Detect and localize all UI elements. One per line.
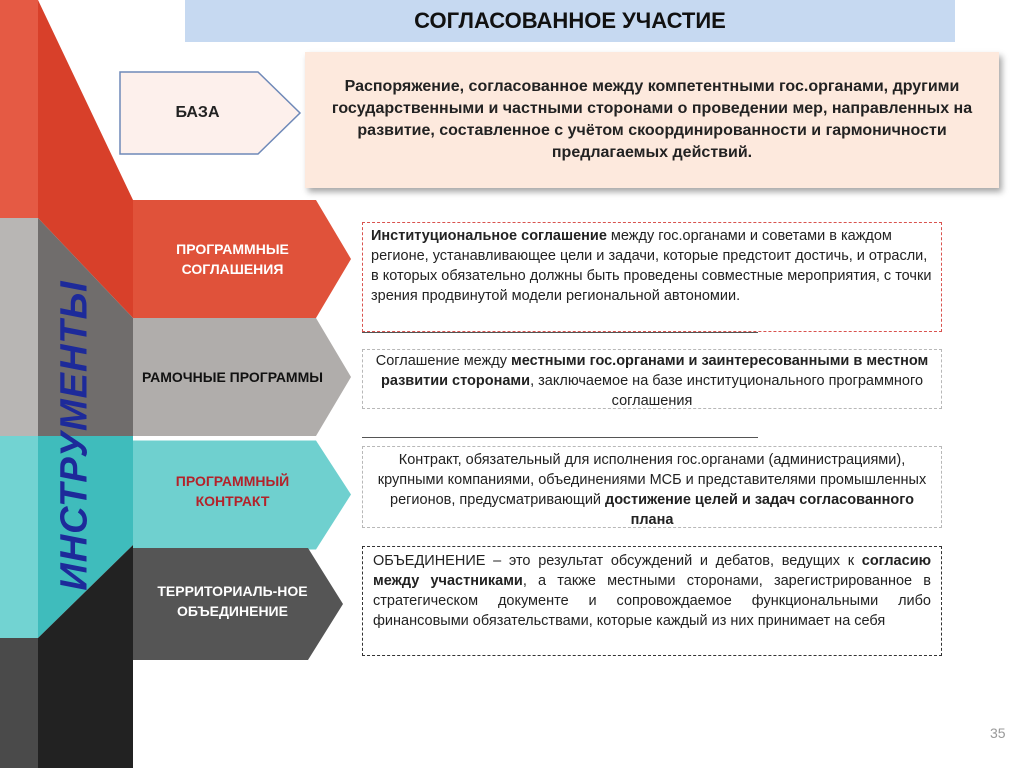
description-program-agreements: Институциональное соглашение между гос.органами и советами в каждом регионе, устанавливающее цели и задачи, которые предстоит достичь, и отрасли, в которых обязательно должны быть проведены совместные мероприятия, с точки зрения продвинутой модели региональной автономии. <box>362 222 942 332</box>
base-label: БАЗА <box>175 104 220 121</box>
description-territorial-union: ОБЪЕДИНЕНИЕ – это результат обсуждений и дебатов, ведущих к согласию между участниками, а также местными сторонами, зарегистрированное в стратегическом документе и сопровождаемое функциональными либо финансовыми обязательствами, которые каждый из них принимает на себя <box>362 546 942 656</box>
tool-label-territorial-union: ТЕРРИТОРИАЛЬ-НОЕ ОБЪЕДИНЕНИЕ <box>157 583 308 619</box>
description-program-contract: Контракт, обязательный для исполнения гос.органами (администрациями), крупными компаниями, объединениями МСБ и представителями промышленных регионов, предусматривающий достижение целей и задач согласованного плана <box>362 446 942 528</box>
tool-label-program-contract: ПРОГРАММНЫЙ КОНТРАКТ <box>175 472 290 509</box>
base-description: Распоряжение, согласованное между компетентными гос.органами, другими государственными и частными сторонами о проведении мер, направленных на развитие, составленное с учётом скоординированности и гармоничности предлагаемых действий. <box>305 52 999 188</box>
page-title: СОГЛАСОВАННОЕ УЧАСТИЕ <box>185 0 955 42</box>
separator-line <box>362 332 758 333</box>
instruments-vertical-label: ИНСТРУМЕНТЫ <box>53 279 96 591</box>
tool-label-program-agreements: ПРОГРАММНЫЕ СОГЛАШЕНИЯ <box>176 241 289 277</box>
separator-line <box>362 437 758 438</box>
page-number: 35 <box>990 725 1006 741</box>
description-framework-programs: Соглашение между местными гос.органами и заинтересованными в местном развитии сторонами, заключаемое на базе институционального программного соглашения <box>362 349 942 409</box>
tool-label-framework-programs: РАМОЧНЫЕ ПРОГРАММЫ <box>142 369 323 385</box>
